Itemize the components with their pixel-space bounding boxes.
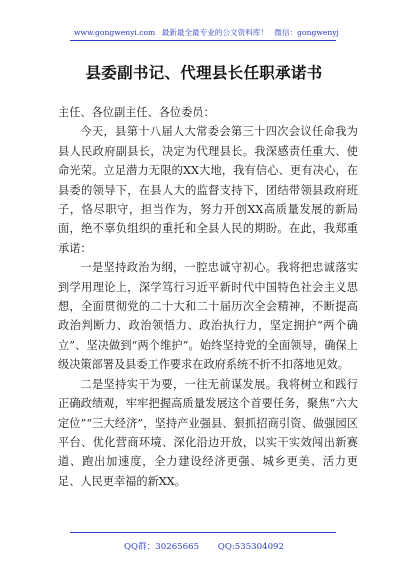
- page-header: [72, 27, 339, 38]
- page-footer: [0, 540, 408, 552]
- header-divider: [70, 40, 336, 41]
- header-wechat: 微信：gongwenyj: [274, 28, 339, 37]
- header-website: www.gongwenyi.com: [74, 28, 156, 37]
- paragraph-intro: 今天，县第十八届人大常委会第三十四次会议任命我为县人民政府副县长，决定为代理县长。我深感责任重大、使命光荣。立足潜力无限的XX大地，我有信心、更有决心，在县委的领导下，在县人大的监督支持下，团结带领县政府班子，恪尽职守，担当作为，努力开创XX高质量发展的新局面，绝不辜负组织的重托和全县人民的期盼。在此，我郑重承诺：: [58, 125, 358, 255]
- footer-qq-group: QQ群：30265665: [124, 542, 200, 552]
- paragraph-point-one: 一是坚持政治为纲，一腔忠诚守初心。我将把忠诚落实到学用理论上，深学笃行习近平新时代中国特色社会主义思想，全面贯彻党的二十大和二十届历次全会精神，不断提高政治判断力、政治领悟力、政治执行力，坚定拥护“两个确立”、坚决做到“两个维护”。始终坚持党的全面领导，确保上级决策部署及县委工作要求在政府系统不折不扣落地见效。: [58, 261, 358, 372]
- document-title: 县委副书记、代理县长任职承诺书: [85, 64, 323, 82]
- header-slogan: 最新最全最专业的公文资料库！: [161, 28, 268, 37]
- salutation: 主任、各位副主任、各位委员：: [58, 106, 215, 119]
- footer-divider: [70, 532, 336, 533]
- paragraph-point-two: 二是坚持实干为要，一往无前谋发展。我将树立和践行正确政绩观，牢牢把握高质量发展这个首要任务，聚焦“六大定位”“三大经济”，坚持产业强县、狠抓招商引资、做强园区平台、优化营商环境、深化沿边开放，以实干实效闯出新赛道、跑出加速度，全力建设经济更强、城乡更美、活力更足、人民更幸福的新XX。: [58, 377, 358, 488]
- footer-qq: QQ:535304092: [217, 542, 284, 552]
- document-body: [58, 103, 358, 491]
